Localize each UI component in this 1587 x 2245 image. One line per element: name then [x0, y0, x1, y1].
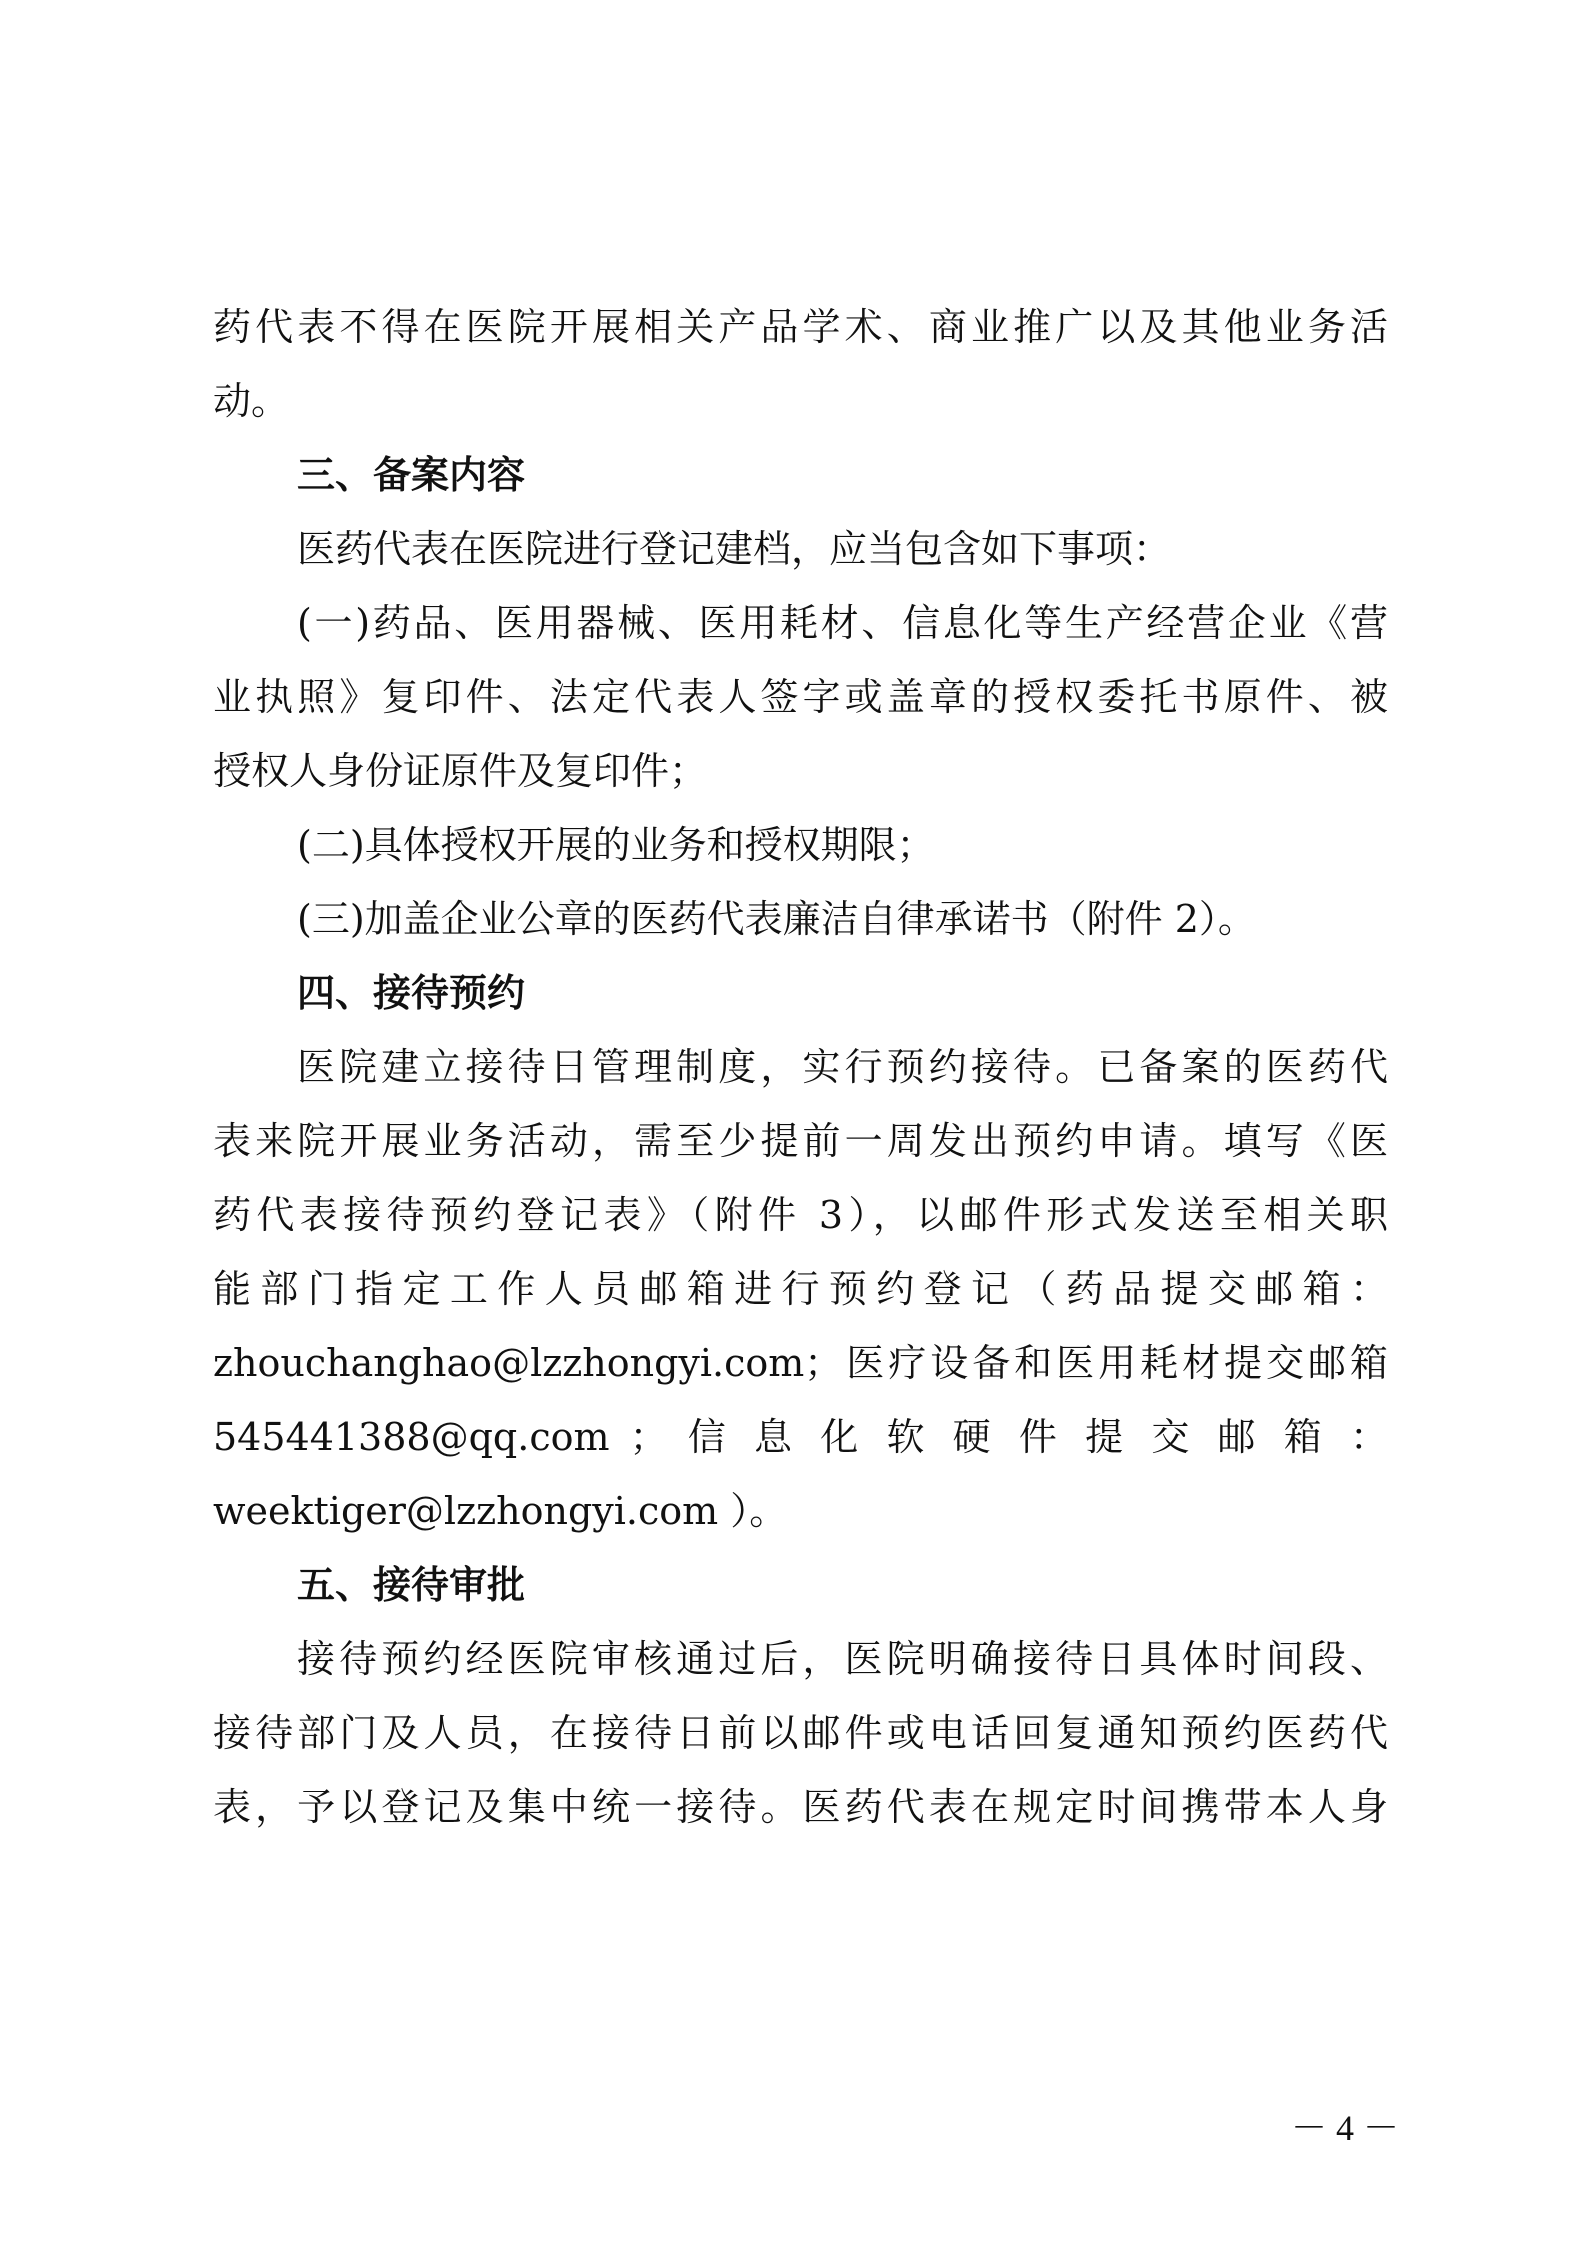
- body-line: 授权人身份证原件及复印件；: [213, 749, 708, 793]
- email-line: weektiger@lzzhongyi.com ）。: [213, 1489, 788, 1533]
- body-line: 表，予以登记及集中统一接待。医药代表在规定时间携带本人身: [213, 1785, 1388, 1829]
- body-line: 药代表不得在医院开展相关产品学术、商业推广以及其他业务活: [213, 305, 1388, 349]
- body-line: 业执照》复印件、法定代表人签字或盖章的授权委托书原件、被: [213, 675, 1388, 719]
- list-item: (二)具体授权开展的业务和授权期限；: [297, 823, 935, 867]
- body-line: 能部门指定工作人员邮箱进行预约登记（药品提交邮箱：: [213, 1267, 1388, 1311]
- body-line: 医院建立接待日管理制度，实行预约接待。已备案的医药代: [297, 1045, 1388, 1089]
- section-heading: 四、接待预约: [297, 971, 526, 1015]
- section-heading: 三、备案内容: [297, 453, 526, 497]
- email-line: zhouchanghao@lzzhongyi.com；医疗设备和医用耗材提交邮箱: [213, 1341, 1388, 1385]
- email-line: 545441388@qq.com ； 信 息 化 软 硬 件 提 交 邮 箱 ：: [213, 1415, 1388, 1459]
- body-line: 表来院开展业务活动，需至少提前一周发出预约申请。填写《医: [213, 1119, 1388, 1163]
- list-item: (三)加盖企业公章的医药代表廉洁自律承诺书（附件 2）。: [297, 897, 1256, 941]
- section-heading: 五、接待审批: [297, 1563, 526, 1607]
- page-number: － 4 －: [1290, 2108, 1399, 2148]
- list-item: (一)药品、医用器械、医用耗材、信息化等生产经营企业《营: [297, 601, 1388, 645]
- body-line: 动。: [213, 379, 290, 423]
- body-line: 医药代表在医院进行登记建档，应当包含如下事项：: [297, 527, 1172, 571]
- body-line: 接待部门及人员，在接待日前以邮件或电话回复通知预约医药代: [213, 1711, 1388, 1755]
- body-line: 接待预约经医院审核通过后，医院明确接待日具体时间段、: [297, 1637, 1388, 1681]
- body-line: 药代表接待预约登记表》（附件 3），以邮件形式发送至相关职: [213, 1193, 1388, 1237]
